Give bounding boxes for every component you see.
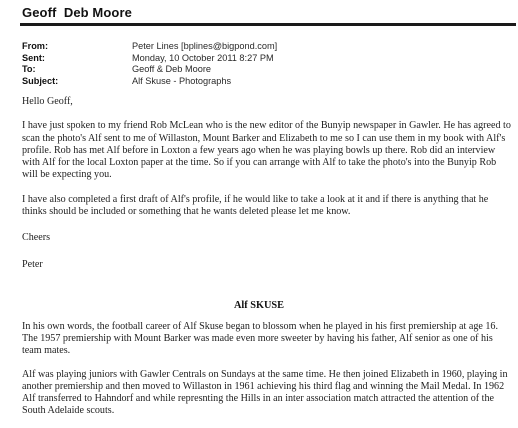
- email-body: [22, 96, 512, 271]
- to-row: [22, 64, 277, 76]
- sent-value: Monday, 10 October 2011 8:27 PM: [132, 52, 274, 63]
- header-divider: [20, 23, 516, 26]
- subject-row: [22, 76, 277, 88]
- signature: Peter: [22, 258, 43, 270]
- signoff: Cheers: [22, 232, 51, 244]
- greeting: Hello Geoff,: [22, 96, 73, 107]
- article-title: Alf SKUSE: [233, 300, 285, 311]
- body-paragraph: I have also completed a first draft of Alf's profile, if he would like to take a look at it and if there is anything that he thinks should be included or something that he wants deleted please let me know.: [22, 193, 489, 218]
- mailbox-owner-title: Geoff Deb Moore: [22, 5, 132, 20]
- article-paragraph: In his own words, the football career of Alf Skuse began to blossom when he played in his first premiership at age 16. The 1957 premiership with Mount Barker was made even more sweeter by having his father, Alf senior as one of his team mates.: [22, 321, 498, 357]
- to-label: To:: [22, 64, 36, 75]
- subject-label: Subject:: [22, 75, 59, 86]
- email-header-fields: [22, 41, 277, 87]
- article-paragraph: Alf was playing juniors with Gawler Centrals on Sundays at the same time. He then joined Elizabeth in 1960, playing in another premiership and then moved to Willaston in 1961 achieving his third flag and winning the Mail Medal. In 1962 Alf transferred to Hahndorf and while represnting the Hills in an inter association match attracted the attention of the South Adelaide scouts.: [22, 368, 508, 417]
- sent-row: [22, 53, 277, 65]
- from-label: From:: [22, 41, 49, 51]
- subject-value: Alf Skuse - Photographs: [132, 75, 232, 86]
- article-body: [22, 321, 512, 428]
- to-value: Geoff & Deb Moore: [132, 64, 211, 75]
- body-paragraph: I have just spoken to my friend Rob McLean who is the new editor of the Bunyip newspaper in Gawler. He has agreed to scan the photo's Alf sent to me of Willaston, Mount Barker and Elizabeth to me so I can use them in my book with Alf's profile. Rob has met Alf before in Loxton a few years ago when he was playing bowls up there. Rob did an interview with Alf for the local Loxton paper at the time. So if you can arrange with Alf to take the photo's into the Bunyip Rob will be expecting you.: [22, 120, 511, 181]
- from-row: [22, 41, 277, 53]
- from-value: Peter Lines [bplines@bigpond.com]: [132, 41, 278, 51]
- sent-label: Sent:: [22, 52, 45, 63]
